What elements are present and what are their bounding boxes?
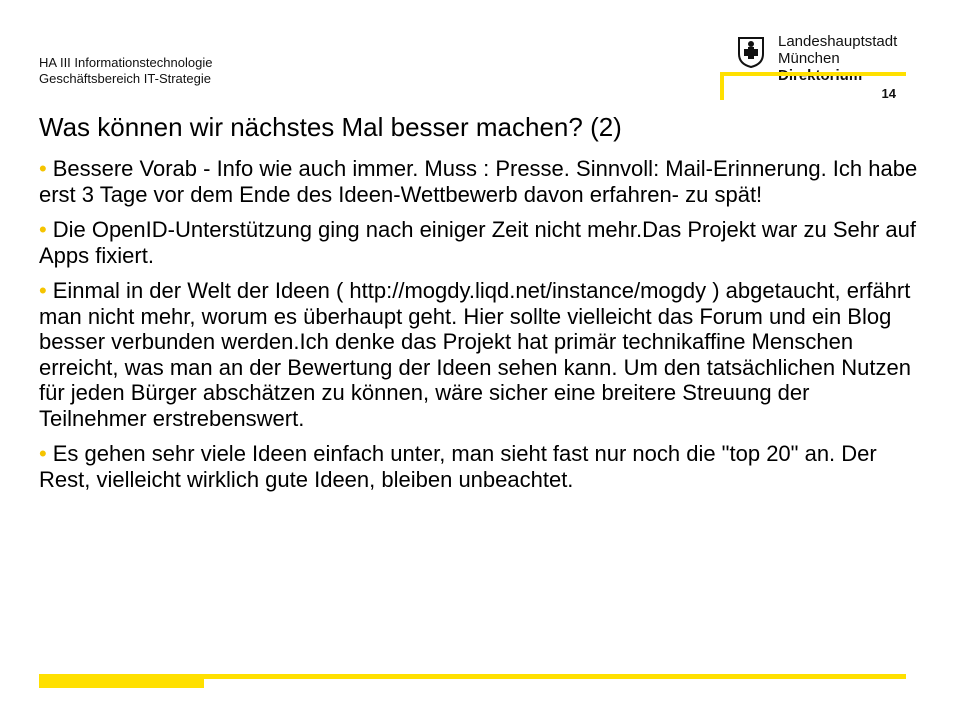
bullet-item: [39, 441, 919, 492]
bullet-icon: •: [39, 441, 47, 466]
bullet-item: [39, 217, 919, 268]
department-label: [39, 55, 212, 87]
bullet-list: [39, 156, 919, 502]
city-logo: [720, 26, 908, 100]
logo-line-2: München: [778, 50, 840, 67]
bullet-text: Einmal in der Welt der Ideen ( http://mogdy.liqd.net/instance/mogdy ) abgetaucht, erfährt man nicht mehr, worum es überhaupt geht. Hier sollte vielleicht das Forum und ein Blog besser verbunden werden.Ich denke das Projekt hat primär technikaffine Menschen erreicht, was man an der Bewertung der Ideen sehen kann. Um den tatsächlichen Nutzen für jeden Bürger abschätzen zu können, wäre sicher eine breitere Streuung der Teilnehmer erstrebenswert.: [39, 278, 911, 431]
page-number: 14: [881, 86, 896, 101]
bullet-item: [39, 156, 919, 207]
bullet-icon: •: [39, 156, 47, 181]
logo-line-1: Landeshauptstadt: [778, 33, 898, 50]
header-accent-vertical: [720, 72, 724, 100]
bullet-icon: •: [39, 278, 47, 303]
department-line-2: Geschäftsbereich IT-Strategie: [39, 71, 211, 86]
bullet-text: Die OpenID-Unterstützung ging nach einiger Zeit nicht mehr.Das Projekt war zu Sehr auf Apps fixiert.: [39, 217, 917, 268]
logo-text: [778, 33, 897, 84]
department-line-1: HA III Informationstechnologie: [39, 55, 213, 70]
header-accent-horizontal: [724, 72, 906, 76]
bullet-icon: •: [39, 217, 47, 242]
slide-title: Was können wir nächstes Mal besser machen? (2): [39, 112, 622, 142]
bullet-item: [39, 278, 919, 431]
bullet-text: Es gehen sehr viele Ideen einfach unter, man sieht fast nur noch die "top 20" an. Der Rest, vielleicht wirklich gute Ideen, bleiben unbeachtet.: [39, 441, 877, 492]
bullet-text: Bessere Vorab - Info wie auch immer. Muss : Presse. Sinnvoll: Mail-Erinnerung. Ich habe erst 3 Tage vor dem Ende des Ideen-Wettbewerb davon erfahren- zu spät!: [39, 156, 918, 207]
munich-crest-icon: [737, 36, 765, 68]
footer-accent-block: [39, 679, 204, 688]
